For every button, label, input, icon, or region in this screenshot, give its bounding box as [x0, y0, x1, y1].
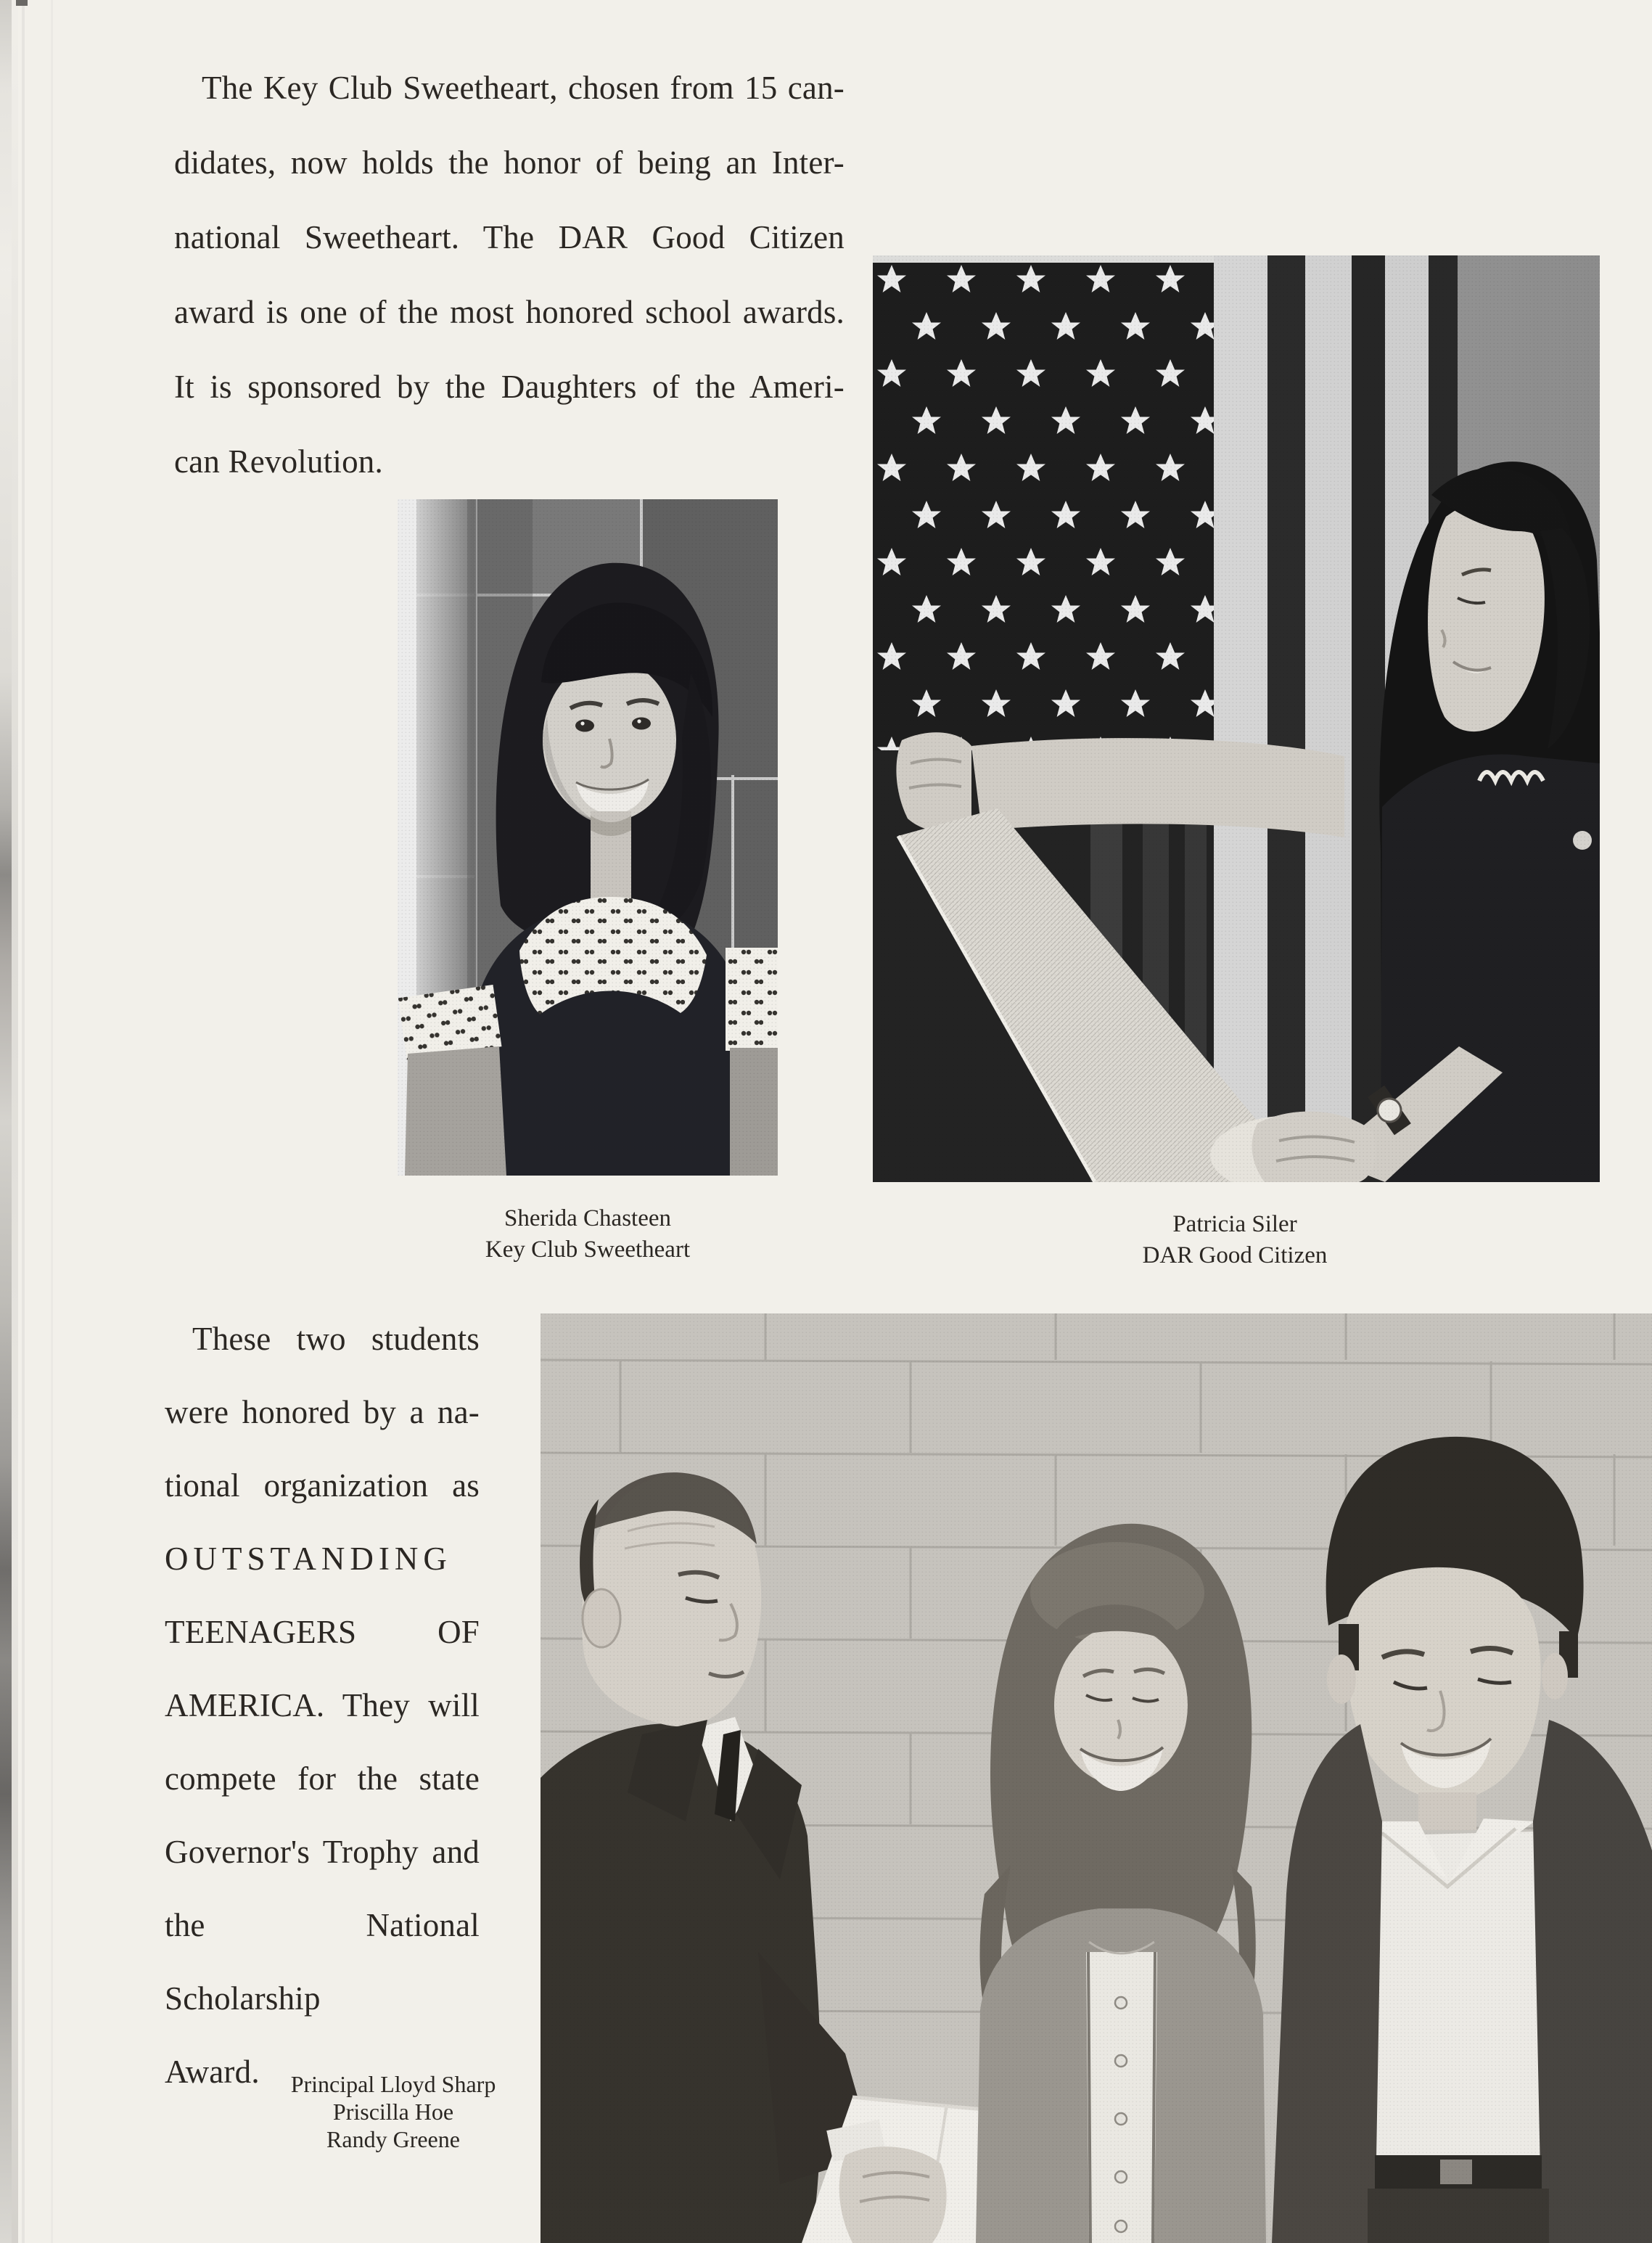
paragraph-line: tional organization as	[165, 1467, 480, 1504]
scan-edge-strip	[12, 0, 18, 2243]
caption-name: Randy Greene	[326, 2126, 460, 2152]
caption-name: Sherida Chasteen	[504, 1205, 672, 1231]
scan-edge-shadow	[0, 0, 12, 2243]
paragraph-line: OUTSTANDING	[165, 1541, 452, 1577]
scan-edge-faint-line	[51, 0, 53, 2243]
caption-title: DAR Good Citizen	[1142, 1242, 1328, 1268]
caption-name: Principal Lloyd Sharp	[290, 2071, 496, 2097]
scan-edge-nick	[16, 0, 28, 6]
photo-group-illustration	[541, 1313, 1652, 2243]
paragraph-line: Governor's Trophy and	[165, 1834, 480, 1870]
paragraph-line: didates, now holds the honor of being an Inter-	[174, 144, 845, 181]
halftone-texture	[873, 255, 1600, 1182]
paragraph-line: Award.	[165, 2054, 260, 2090]
photo-group-award	[541, 1313, 1652, 2243]
paragraph-line: It is sponsored by the Daughters of the Ameri-	[174, 369, 845, 405]
paragraph-line: TEENAGERS OF	[165, 1614, 480, 1650]
caption-patricia	[1053, 1209, 1416, 1271]
photo-sherida-illustration	[398, 499, 778, 1176]
caption-group	[212, 2070, 575, 2153]
caption-title: Key Club Sweetheart	[485, 1237, 691, 1263]
honor-paragraph	[165, 1303, 480, 2109]
paragraph-line: national Sweetheart. The DAR Good Citizen	[174, 219, 845, 255]
paragraph-line: the National Scholarship	[165, 1907, 480, 2017]
paragraph-line: AMERICA. They will	[165, 1687, 480, 1723]
caption-sherida	[406, 1203, 769, 1266]
photo-patricia-siler	[873, 255, 1600, 1182]
photo-patricia-illustration	[873, 255, 1600, 1182]
paragraph-line: These two students	[192, 1321, 480, 1357]
halftone-texture	[541, 1313, 1652, 2243]
paragraph-line: The Key Club Sweetheart, chosen from 15 can-	[202, 70, 845, 106]
halftone-texture	[398, 499, 778, 1176]
paragraph-line: award is one of the most honored school awards.	[174, 294, 845, 330]
photo-sherida-chasteen	[398, 499, 778, 1176]
paragraph-line: were honored by a na-	[165, 1394, 480, 1430]
scan-edge-line	[22, 0, 25, 2243]
caption-name: Priscilla Hoe	[332, 2099, 454, 2125]
paragraph-line: compete for the state	[165, 1760, 480, 1797]
caption-name: Patricia Siler	[1172, 1211, 1297, 1237]
paragraph-line: can Revolution.	[174, 443, 383, 480]
intro-paragraph	[174, 51, 845, 499]
